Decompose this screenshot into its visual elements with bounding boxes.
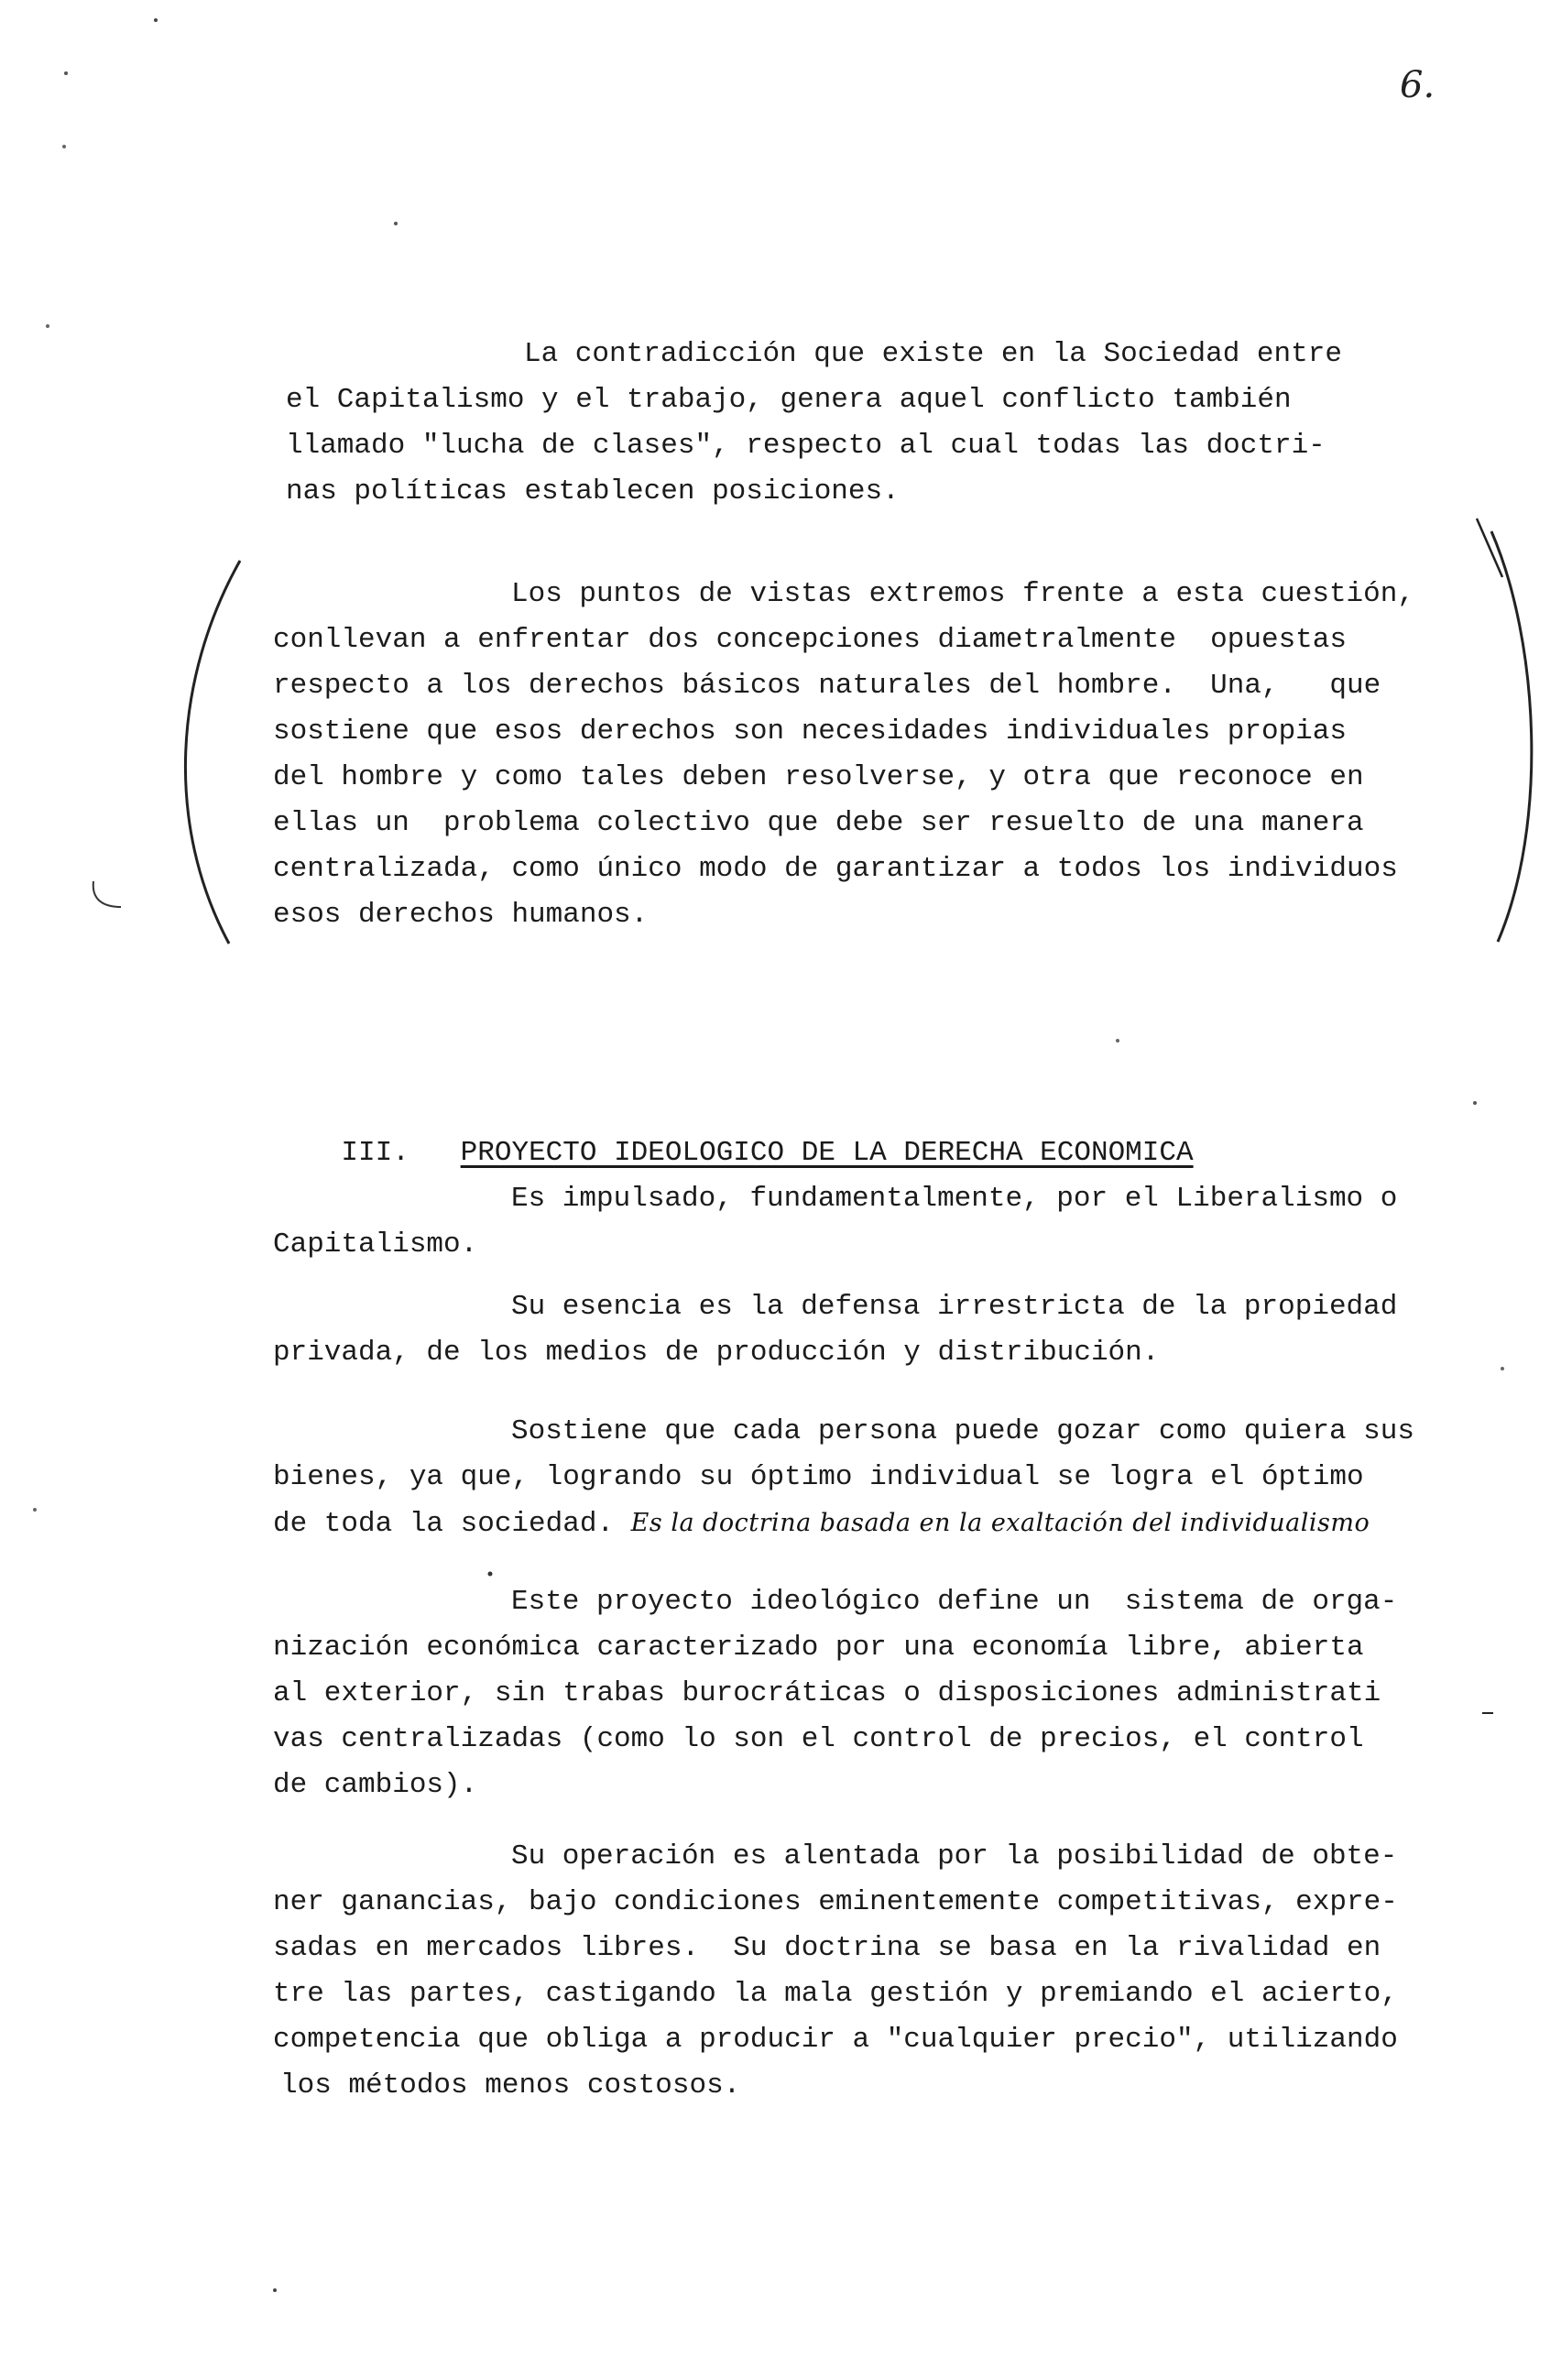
section-number: III. <box>341 1137 409 1169</box>
text-line: Su operación es alentada por la posibilidad de obte- <box>511 1840 1398 1872</box>
text-line: vas centralizadas (como lo son el control de precios, el control <box>273 1723 1364 1755</box>
text-line: nización económica caracterizado por una economía libre, abierta <box>273 1632 1364 1664</box>
text-line: del hombre y como tales deben resolverse, y otra que reconoce en <box>273 761 1364 793</box>
speck <box>154 18 158 22</box>
text-line-typed: de toda la sociedad. <box>273 1508 615 1540</box>
page-number: 6. <box>1400 64 1435 106</box>
text-line: Sostiene que cada persona puede gozar como quiera sus <box>511 1415 1414 1447</box>
text-line: llamado "lucha de clases", respecto al cual todas las doctri- <box>286 430 1326 462</box>
handwritten-note: Es la doctrina basada en la exaltación del individualismo <box>630 1509 1370 1537</box>
text-line: Los puntos de vistas extremos frente a esta cuestión, <box>511 578 1414 610</box>
text-line: bienes, ya que, logrando su óptimo individual se logra el óptimo <box>273 1461 1364 1493</box>
speck <box>488 1572 493 1577</box>
speck <box>1501 1367 1504 1370</box>
margin-hook-mark <box>93 881 121 907</box>
text-line: ner ganancias, bajo condiciones eminentemente competitivas, expre- <box>273 1886 1398 1918</box>
speck <box>1116 1039 1119 1043</box>
speck <box>394 222 398 225</box>
text-line: Este proyecto ideológico define un sistema de orga- <box>511 1586 1398 1618</box>
speck <box>33 1508 37 1512</box>
speck <box>273 2288 277 2292</box>
left-bracket <box>185 561 240 944</box>
speck <box>1473 1101 1477 1105</box>
speck <box>64 71 68 75</box>
section-title: PROYECTO IDEOLOGICO DE LA DERECHA ECONOMICA <box>460 1137 1194 1169</box>
text-line: ellas un problema colectivo que debe ser resuelto de una manera <box>273 807 1364 839</box>
right-bracket <box>1491 531 1532 942</box>
text-line: respecto a los derechos básicos naturales del hombre. Una, que <box>273 670 1381 702</box>
text-line: sadas en mercados libres. Su doctrina se basa en la rivalidad en <box>273 1932 1381 1964</box>
text-line: el Capitalismo y el trabajo, genera aquel conflicto también <box>286 384 1292 416</box>
text-line: La contradicción que existe en la Sociedad entre <box>524 338 1342 370</box>
speck <box>46 324 49 328</box>
text-line: esos derechos humanos. <box>273 899 649 931</box>
text-line: conllevan a enfrentar dos concepciones diametralmente opuestas <box>273 624 1347 656</box>
text-line: al exterior, sin trabas burocráticas o disposiciones administrati <box>273 1677 1381 1709</box>
text-line: tre las partes, castigando la mala gestión y premiando el acierto, <box>273 1978 1398 2010</box>
speck <box>62 145 66 148</box>
text-line: competencia que obliga a producir a "cualquier precio", utilizando <box>273 2024 1398 2056</box>
text-line: Es impulsado, fundamentalmente, por el Liberalismo o <box>511 1183 1398 1215</box>
text-line: privada, de los medios de producción y distribución. <box>273 1337 1160 1369</box>
text-line: Capitalismo. <box>273 1228 478 1261</box>
text-line: sostiene que esos derechos son necesidades individuales propias <box>273 715 1347 748</box>
text-line: de cambios). <box>273 1769 478 1801</box>
text-line: Su esencia es la defensa irrestricta de la propiedad <box>511 1291 1398 1323</box>
text-line: centralizada, como único modo de garantizar a todos los individuos <box>273 853 1398 885</box>
text-line: los métodos menos costosos. <box>280 2069 741 2102</box>
text-line: nas políticas establecen posiciones. <box>286 475 900 508</box>
